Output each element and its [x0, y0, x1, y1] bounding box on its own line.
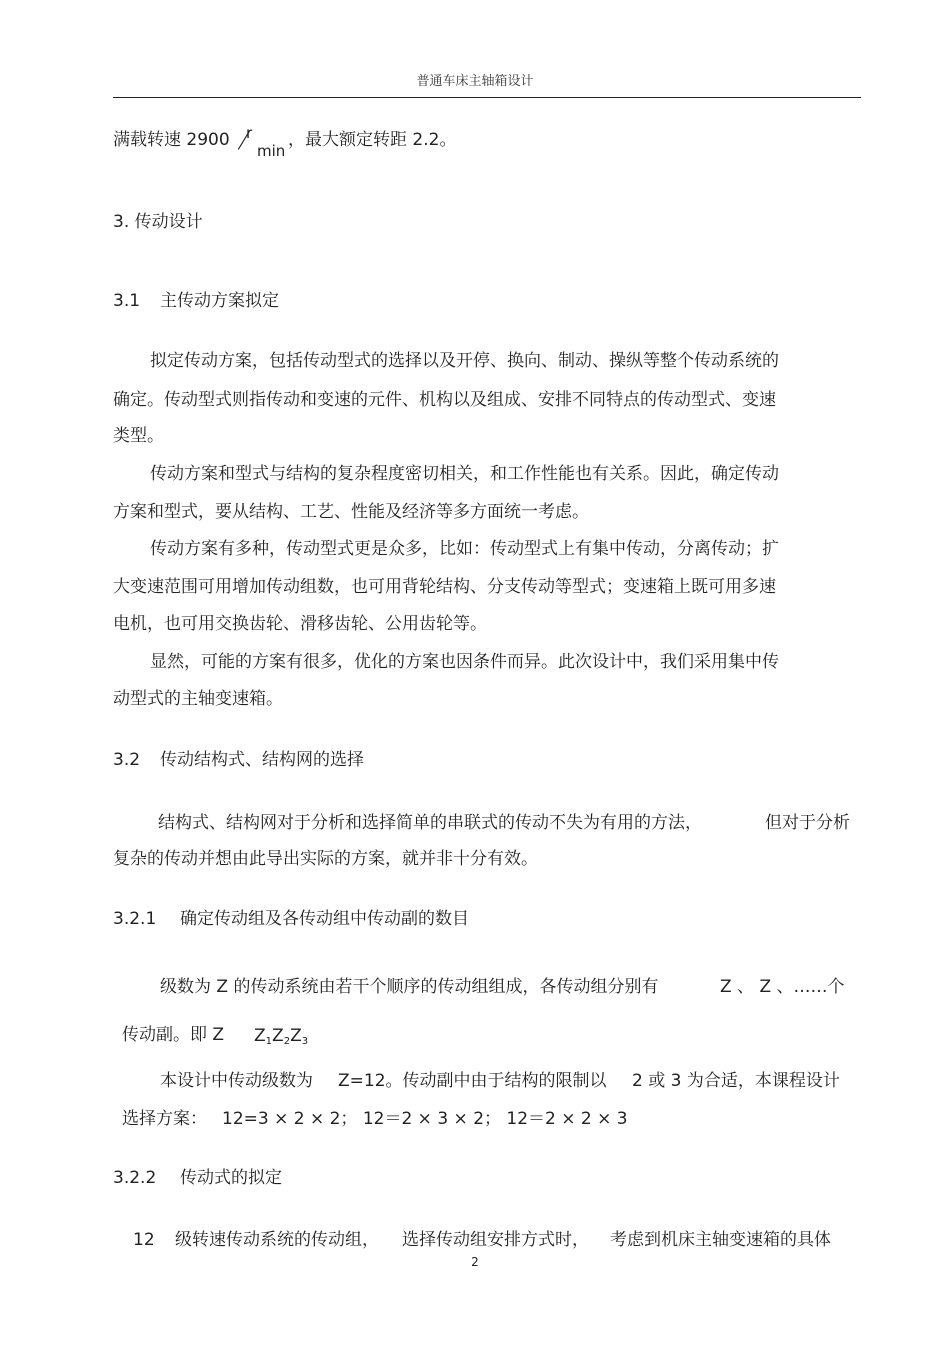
section-3-2-heading: 传动结构式、结构网的选择 [160, 750, 364, 770]
paragraph-line: 电机，也可用交换齿轮、滑移齿轮、公用齿轮等。 [113, 614, 487, 634]
paragraph-line: 传动方案和型式与结构的复杂程度密切相关，和工作性能也有关系。因此，确定传动 [150, 464, 779, 484]
unit-numerator: r [246, 124, 253, 142]
unit-denominator: min [257, 142, 286, 160]
motor-speed-text: 满载转速 2900 [113, 130, 230, 150]
paragraph-line: 传动副。即 Z [122, 1025, 225, 1045]
section-3-1-number: 3.1 [113, 291, 141, 311]
section-3-1-heading: 主传动方案拟定 [160, 291, 279, 311]
paragraph-line: 复杂的传动并想由此导出实际的方案，就并非十分有效。 [113, 849, 538, 869]
paragraph-line: Z=12。传动副中由于结构的限制以 [338, 1071, 607, 1091]
torque-text: ，最大额定转距 2.2。 [288, 130, 457, 150]
paragraph-line: 本设计中传动级数为 [160, 1071, 313, 1091]
paragraph-line: 选择方案： [122, 1109, 207, 1129]
header-rule [113, 97, 861, 98]
section-3-2-2-heading: 传动式的拟定 [180, 1168, 282, 1188]
paragraph-line: 类型。 [113, 426, 164, 446]
paragraph-line: 动型式的主轴变速箱。 [113, 689, 283, 709]
paragraph-line: Z 、 Z 、……个 [720, 977, 845, 997]
paragraph-line: 选择传动组安排方式时， [402, 1230, 589, 1250]
paragraph-line: 但对于分析 [765, 813, 850, 833]
paragraph-line: 大变速范围可用增加传动组数，也可用背轮结构、分支传动等型式；变速箱上既可用多速 [113, 577, 776, 597]
paragraph-line: 确定。传动型式则指传动和变速的元件、机构以及组成、安排不同特点的传动型式、变速 [113, 390, 776, 410]
paragraph-line: 传动方案有多种，传动型式更是众多，比如：传动型式上有集中传动，分离传动；扩 [150, 539, 779, 559]
paragraph-line: 12=3 × 2 × 2； 12＝2 × 3 × 2； 12＝2 × 2 × 3 [222, 1109, 628, 1129]
paragraph-line: 12 [133, 1230, 155, 1250]
paragraph-line: 2 或 3 为合适，本课程设计 [632, 1071, 840, 1091]
paragraph-line: 考虑到机床主轴变速箱的具体 [610, 1230, 831, 1250]
paragraph-line: 级转速传动系统的传动组， [175, 1230, 379, 1250]
paragraph-line: 结构式、结构网对于分析和选择简单的串联式的传动不失为有用的方法， [158, 813, 702, 833]
section-3-heading: 3. 传动设计 [113, 212, 203, 232]
paragraph-line: 方案和型式，要从结构、工艺、性能及经济等多方面统一考虑。 [113, 502, 589, 522]
page-number: 2 [471, 1255, 479, 1269]
section-3-2-number: 3.2 [113, 750, 141, 770]
formula-product: $Z_1Z_2Z_3$ [254, 1026, 309, 1047]
paragraph-line: 显然，可能的方案有很多，优化的方案也因条件而异。此次设计中，我们采用集中传 [150, 652, 779, 672]
section-3-2-2-number: 3.2.2 [113, 1168, 157, 1188]
paragraph-line: 拟定传动方案，包括传动型式的选择以及开停、换向、制动、操纵等整个传动系统的 [150, 351, 779, 371]
running-header: 普通车床主轴箱设计 [416, 74, 534, 89]
paragraph-line: 级数为 Z 的传动系统由若干个顺序的传动组组成，各传动组分别有 [160, 977, 659, 997]
unit-slash: ⁄ [242, 126, 247, 156]
section-3-2-1-heading: 确定传动组及各传动组中传动副的数目 [180, 909, 469, 929]
section-3-2-1-number: 3.2.1 [113, 909, 157, 929]
